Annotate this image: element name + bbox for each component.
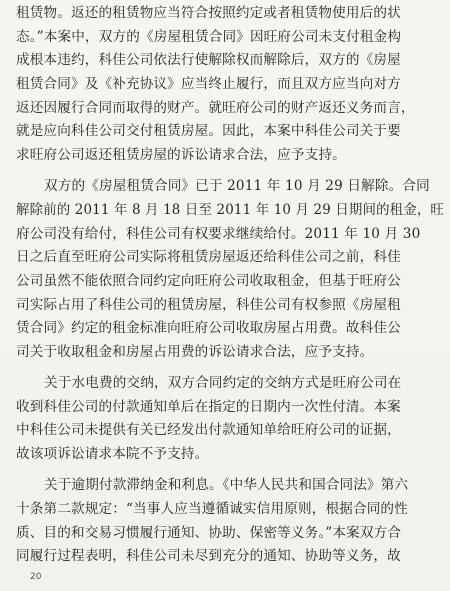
text-line: 返还因履行合同而取得的财产。就旺府公司的财产返还义务而言， bbox=[16, 100, 415, 116]
text-line: 赁合同》约定的租金标准向旺府公司收取房屋占用费。故科佳公 bbox=[16, 320, 401, 336]
text-line: 司关于收取租金和房屋占用费的诉讼请求合法，应予支持。 bbox=[16, 344, 374, 360]
text-line: 双方的《房屋租赁合同》已于 2011 年 10 月 29 日解除。合同 bbox=[44, 178, 430, 194]
text-line: 关于逾期付款滞纳金和利息。《中华人民共和国合同法》第六 bbox=[44, 477, 409, 493]
text-line: 租赁合同》及《补充协议》应当终止履行，而且双方应当向对方 bbox=[16, 76, 401, 92]
text-line: 收到科佳公司的付款通知单后在指定的日期内一次性付清。本案 bbox=[16, 399, 401, 415]
text-line: 就是应向科佳公司交付租赁房屋。因此，本案中科佳公司关于要 bbox=[16, 123, 401, 139]
text-line: 成根本违约，科佳公司依法行使解除权而解除后，双方的《房屋 bbox=[16, 52, 401, 68]
page-number: 20 bbox=[30, 572, 42, 582]
text-line: 故该项诉讼请求本院不予支持。 bbox=[16, 446, 209, 462]
text-line: 求旺府公司返还租赁房屋的诉讼请求合法，应予支持。 bbox=[16, 147, 346, 163]
text-line: 态。”本案中，双方的《房屋租赁合同》因旺府公司未支付租金构 bbox=[16, 29, 402, 45]
text-line: 中科佳公司未提供有关已经发出付款通知单给旺府公司的证据， bbox=[16, 422, 401, 438]
text-line: 府公司没有给付，科佳公司有权要求继续给付。2011 年 10 月 30 bbox=[16, 226, 421, 242]
text-line: 公司虽然不能依照合同约定向旺府公司收取租金，但基于旺府公 bbox=[16, 273, 401, 289]
text-line: 解除前的 2011 年 8 月 18 日至 2011 年 10 月 29 日期间的租金，旺 bbox=[16, 202, 445, 218]
text-line: 质、目的和交易习惯履行通知、协助、保密等义务。”本案双方合 bbox=[16, 525, 402, 541]
text-line: 租赁物。返还的租赁物应当符合按照约定或者租赁物使用后的状 bbox=[16, 5, 401, 21]
text-line: 司实际占用了科佳公司的租赁房屋，科佳公司有权参照《房屋租 bbox=[16, 297, 401, 313]
text-line: 十条第二款规定：“当事人应当遵循诚实信用原则，根据合同的性 bbox=[16, 501, 408, 517]
text-line: 日之后直至旺府公司实际将租赁房屋返还给科佳公司之前，科佳 bbox=[16, 249, 401, 265]
text-line: 同履行过程表明，科佳公司未尽到充分的通知、协助等义务，故 bbox=[16, 548, 401, 564]
text-line: 关于水电费的交纳，双方合同约定的交纳方式是旺府公司在 bbox=[44, 375, 402, 391]
